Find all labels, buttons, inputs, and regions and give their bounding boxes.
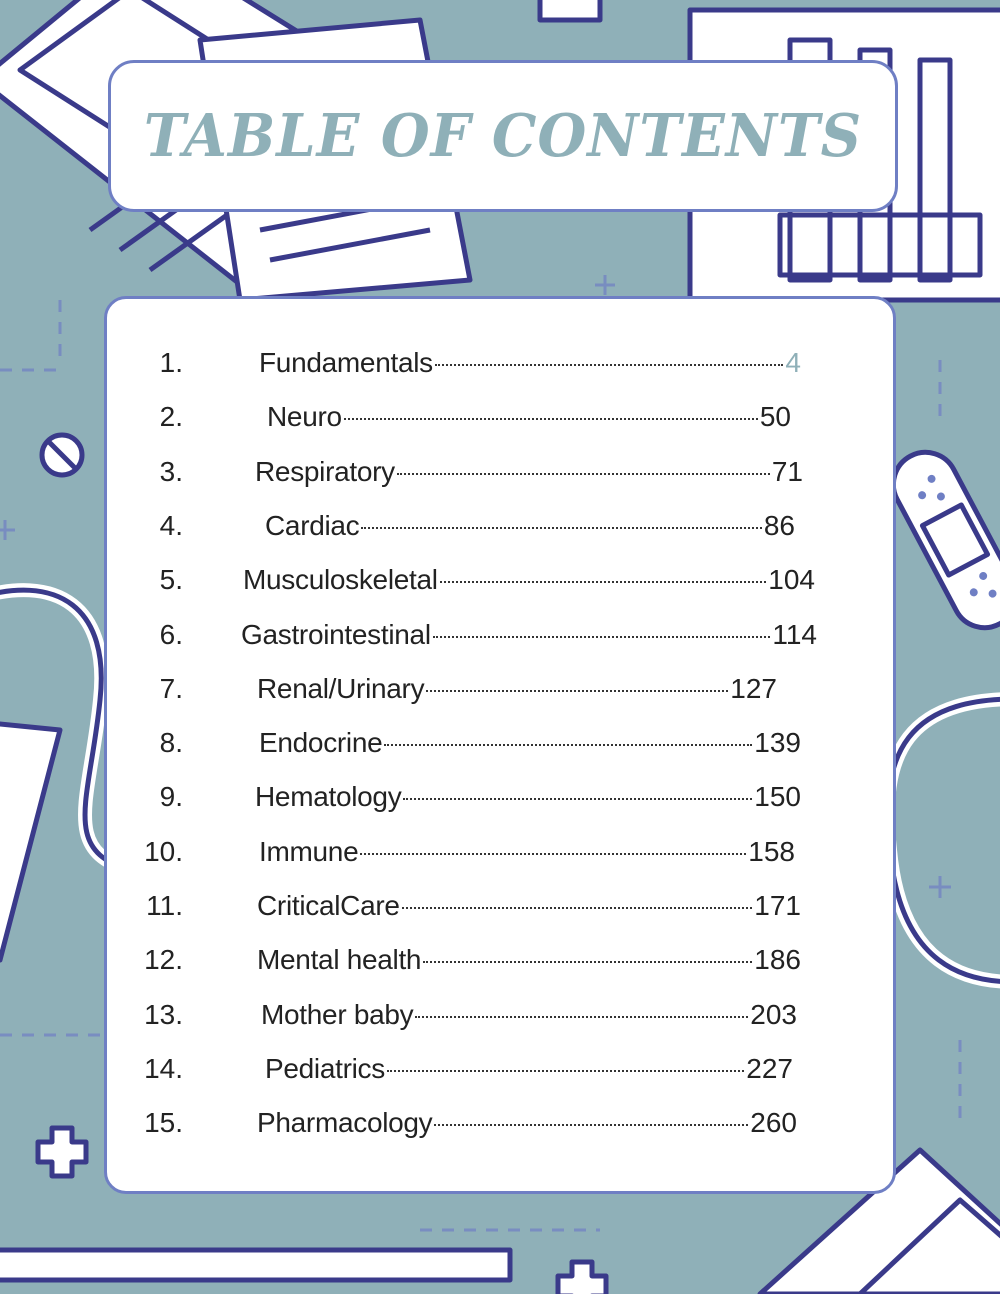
toc-entry-number: 12. <box>144 944 183 976</box>
toc-entry-page: 171 <box>754 890 801 921</box>
toc-entry-leader <box>267 397 791 437</box>
toc-entry-number: 10. <box>144 835 183 867</box>
dot-leader <box>387 1070 744 1072</box>
dot-leader <box>415 1016 748 1018</box>
toc-entry-leader <box>255 777 801 817</box>
clip-icon <box>540 0 600 20</box>
dot-leader <box>397 473 770 475</box>
page-title: TABLE OF CONTENTS <box>143 101 863 171</box>
toc-entry <box>107 452 893 492</box>
toc-entry-label: Pediatrics <box>265 1052 385 1084</box>
bandage-icon <box>882 441 1000 639</box>
toc-entry <box>107 940 893 980</box>
dot-leader <box>344 418 758 420</box>
toc-entry-leader <box>265 1049 793 1089</box>
toc-entry-label: Endocrine <box>259 727 383 759</box>
toc-entry-label: Hematology <box>255 781 402 813</box>
toc-entry-page: 158 <box>748 835 795 867</box>
bottom-bar-icon <box>0 1250 510 1280</box>
toc-entry-label: Fundamentals <box>259 347 433 378</box>
toc-entry-leader <box>257 669 777 709</box>
medical-cross-icon <box>558 1262 606 1294</box>
toc-entry <box>107 669 893 709</box>
toc-entry-page: 186 <box>754 944 801 976</box>
toc-entry-leader <box>243 560 815 600</box>
toc-entry-number: 11. <box>146 890 183 921</box>
toc-entry-page: 150 <box>754 781 801 813</box>
dot-leader <box>384 744 752 746</box>
dot-leader <box>423 961 752 963</box>
toc-entry-label: Neuro <box>267 401 342 433</box>
toc-entry-leader <box>257 940 801 980</box>
toc-entry-page: 139 <box>754 727 801 759</box>
toc-entry-label: Mental health <box>257 944 422 976</box>
dot-leader <box>440 581 767 583</box>
toc-entry-label: Renal/Urinary <box>257 672 425 704</box>
toc-entry-number: 4. <box>159 509 183 541</box>
toc-entry <box>107 723 893 763</box>
toc-entry-page: 4 <box>785 347 801 378</box>
left-clipboard-icon <box>0 720 60 960</box>
toc-entry-number: 15. <box>144 1107 183 1139</box>
toc-entry-number: 5. <box>159 564 183 596</box>
toc-entry <box>107 832 893 872</box>
no-symbol-icon <box>42 435 82 475</box>
medical-cross-icon <box>38 1128 86 1176</box>
toc-entry-leader <box>261 995 797 1035</box>
toc-entry-page: 50 <box>759 401 791 433</box>
title-card <box>108 60 898 212</box>
toc-entry <box>107 615 893 655</box>
toc-entry-number: 9. <box>159 781 183 813</box>
toc-entry-leader <box>259 832 795 872</box>
toc-entry-page: 227 <box>746 1052 793 1084</box>
toc-entry-leader <box>257 886 801 926</box>
dot-leader <box>403 798 752 800</box>
toc-entry-number: 2. <box>159 401 183 433</box>
toc-entry <box>107 1103 893 1143</box>
toc-entry-leader <box>255 452 803 492</box>
toc-entry <box>107 343 893 383</box>
toc-entry-page: 203 <box>750 998 797 1030</box>
toc-entry <box>107 560 893 600</box>
toc-entry-label: Musculoskeletal <box>243 564 438 596</box>
dot-leader <box>433 636 771 638</box>
dot-leader <box>434 1124 748 1126</box>
dot-leader <box>402 907 753 909</box>
toc-entry-label: Pharmacology <box>257 1107 433 1139</box>
toc-entry-leader <box>241 615 817 655</box>
toc-entry-page: 114 <box>772 618 817 650</box>
toc-entry-page: 260 <box>750 1107 797 1139</box>
toc-entry-page: 71 <box>771 455 803 487</box>
toc-entry-label: Gastrointestinal <box>241 618 431 650</box>
toc-entry-leader <box>259 723 801 763</box>
toc-entry-label: Cardiac <box>265 509 360 541</box>
dot-leader <box>435 364 784 366</box>
dot-leader <box>360 853 746 855</box>
dot-leader <box>361 527 761 529</box>
toc-entry-number: 3. <box>159 455 183 487</box>
toc-entry-number: 13. <box>144 998 183 1030</box>
toc-entry-label: Mother baby <box>261 998 414 1030</box>
toc-entry-page: 127 <box>730 672 777 704</box>
toc-entry <box>107 886 893 926</box>
toc-entry-leader <box>265 506 795 546</box>
toc-entry <box>107 995 893 1035</box>
toc-entry-number: 8. <box>159 727 183 759</box>
toc-card <box>104 296 896 1194</box>
toc-entry-number: 1. <box>159 347 183 378</box>
toc-entry-label: CriticalCare <box>257 890 400 921</box>
toc-entry-number: 7. <box>159 672 183 704</box>
toc-entry <box>107 397 893 437</box>
toc-entry-page: 86 <box>763 509 795 541</box>
toc-entry <box>107 1049 893 1089</box>
toc-entry-number: 14. <box>144 1052 183 1084</box>
toc-entry-number: 6. <box>159 618 183 650</box>
toc-entry-label: Immune <box>259 835 359 867</box>
toc-entry-leader <box>257 1103 797 1143</box>
toc-entry <box>107 506 893 546</box>
toc-entry-leader <box>259 343 801 383</box>
dot-leader <box>426 690 728 692</box>
toc-entry <box>107 777 893 817</box>
toc-entry-label: Respiratory <box>255 455 395 487</box>
toc-entry-page: 104 <box>768 564 815 596</box>
